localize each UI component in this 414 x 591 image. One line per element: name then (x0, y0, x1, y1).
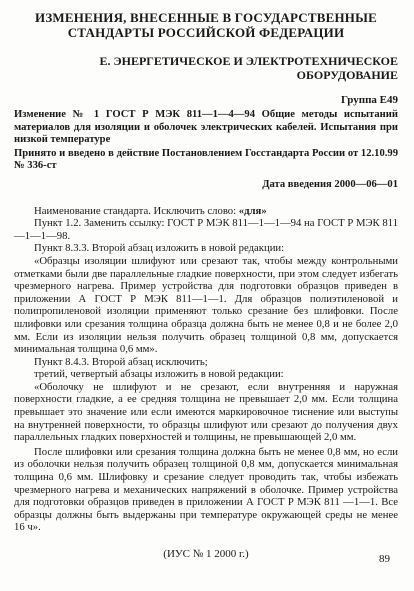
section-heading-line-1: Е. ЭНЕРГЕТИЧЕСКОЕ И ЭЛЕКТРОТЕХНИЧЕСКОЕ (99, 54, 398, 68)
paragraph-new-wording-8-3-3: «Образцы изоляции шлифуют или срезают так, чтобы между контрольными отметками были две параллельные гладкие поверхности, при этом следует избегать чрезмерного нагрева. Пример устройства для подготовки образцов приведен в приложении А ГОСТ Р МЭК 811—1—1. Для образцов полиэтиленовой и полипропиленовой изоляции применяют только срезание без шлифовки. После шлифовки или срезания толщина образца должна быть не менее 0,8 и не более 2,0 мм. Если из изоляции нельзя получить образец толщиной 0,8 мм, допускается минимальная толщина 0,6 мм». (14, 254, 398, 356)
accepted-statement: Принято и введено в действие Постановлением Госстандарта России от 12.10.99 № 336-ст (14, 147, 398, 172)
change-title: Изменение № 1 ГОСТ Р МЭК 811—1—4—94 Общие методы испытаний материалов для изоляции и оболочек электрических кабелей. Испытания при низкой температуре (14, 109, 398, 146)
paragraph-clause-8-4-3: Пункт 8.4.3. Второй абзац исключить; (34, 355, 208, 368)
paragraph-standard-name (14, 205, 398, 218)
document-title-line-1: ИЗМЕНЕНИЯ, ВНЕСЕННЫЕ В ГОСУДАРСТВЕННЫЕ (35, 10, 377, 25)
document-body (14, 205, 398, 534)
paragraph-third-fourth: третий, четвертый абзацы изложить в новой редакции: (34, 368, 284, 381)
paragraph-clause-1-2: Пункт 1.2. Заменить ссылку: ГОСТ Р МЭК 811—1—1—94 на ГОСТ Р МЭК 811—1—1—98. (14, 217, 398, 242)
introduction-date: Дата введения 2000—06—01 (262, 178, 398, 190)
document-page (14, 10, 398, 572)
paragraph-after-grinding: После шлифовки или срезания толщина должна быть не менее 0,8 мм, но если из оболочки нельзя получить образец толщиной 0,8 мм, допускается минимальная толщина 0,6 мм. Шлифовку и срезание следует проводить так, чтобы избежать чрезмерного нагрева и механических напряжений в оболочке. Пример устройства для подготовки образцов приведен в приложении А ГОСТ Р МЭК 811 —1—1. Все образцы должны быть выдержаны при температуре окружающей среды не менее 16 ч». (14, 445, 398, 534)
ius-reference: (ИУС № 1 2000 г.) (163, 548, 249, 560)
paragraph-text: Наименование стандарта. Исключить слово: (34, 204, 239, 217)
paragraph-clause-8-3-3: Пункт 8.3.3. Второй абзац изложить в новой редакции: (34, 242, 285, 255)
document-title-line-2: СТАНДАРТЫ РОССИЙСКОЙ ФЕДЕРАЦИИ (67, 25, 345, 40)
section-heading-line-2: ОБОРУДОВАНИЕ (296, 68, 398, 82)
group-code: Группа Е49 (340, 94, 398, 106)
page-number: 89 (379, 553, 390, 565)
paragraph-sheath-wording: «Оболочку не шлифуют и не срезают, если внутренняя и наружная поверхности гладкие, а ее средняя толщина не превышает 2,0 мм. Если толщина превышает это значение или если имеются маркировочное тиснение или выступы на внутренней поверхности, то образцы шлифуют или срезают до получения двух параллельных гладких поверхностей и толщины, не превышающей 2,0 мм. (14, 380, 398, 444)
excluded-word: «для» (238, 204, 267, 217)
